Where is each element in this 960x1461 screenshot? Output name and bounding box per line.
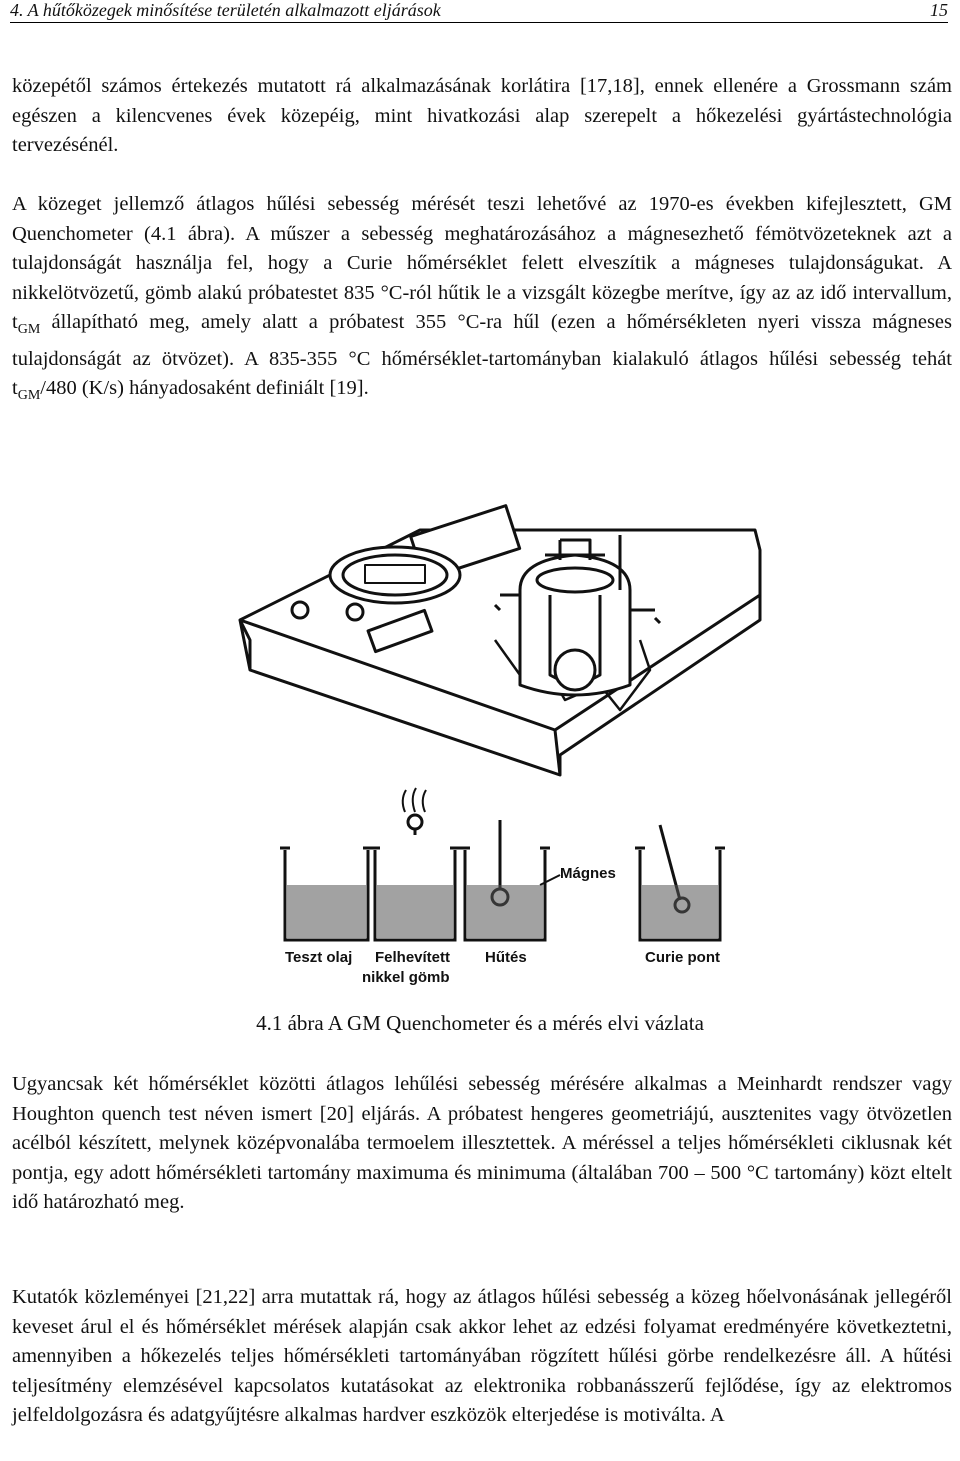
paragraph-4: Kutatók közleményei [21,22] arra mutattak rá, hogy az átlagos hűlési sebesség a közeg hőelvonásának jellegéről keveset árul el és hőmérséklet mérések alapján csak akkor lehet az edzési folyamat eredményére következtetni, amennyiben a hőkezelés teljes hőmérsékleti tartományában rögzített hűlési görbe rendelkezésre áll. A hűtési teljesítmény elemzésével kapcsolatos kutatásokat az elektronika robbanásszerű fejlődése, így az elektromos jelfeldolgozásra és adatgyűjtésre alkalmas hardver eszközök elterjedése is motiválta. A bbox=[12, 1286, 952, 1426]
paragraph-2-text-c: /480 (K/s) hányadosaként definiált [19]. bbox=[40, 377, 369, 400]
label-hutes: Hűtés bbox=[485, 949, 527, 966]
page-header bbox=[10, 0, 948, 23]
figure-caption: 4.1 ábra A GM Quenchometer és a mérés elvi vázlata bbox=[256, 1011, 704, 1035]
label-felhevitett: Felhevített bbox=[375, 949, 451, 966]
page-number: 15 bbox=[930, 0, 948, 20]
chapter-title: 4. A hűtőközegek minősítése területén alkalmazott eljárások bbox=[10, 0, 441, 20]
figure-quenchometer bbox=[0, 500, 960, 1000]
subscript-gm: GM bbox=[17, 322, 41, 338]
label-curie-pont: Curie pont bbox=[645, 949, 720, 966]
subscript-gm: GM bbox=[17, 388, 41, 404]
paragraph-1: közepétől számos értekezés mutatott rá alkalmazásának korlátira [17,18], ennek ellenére a Grossmann szám egészen a kilencvenes évek közepéig, mint hivatkozási alap szerepelt a hőkezelési gyártástechnológia tervezésénél. bbox=[12, 75, 952, 156]
label-nikkel-gomb: nikkel gömb bbox=[362, 969, 450, 986]
paragraph-2-text-a: A közeget jellemző átlagos hűlési sebesség mérését teszi lehetővé az 1970-es években kifejlesztett, GM Quenchometer (4.1 ábra). A műszer a sebesség meghatározásához a mágnesezhető fémötvözeteknek azt a tulajdonságát használja fel, hogy a Curie hőmérséklet felett elveszítik a mágneses tulajdonságukat. A nikkelötvözetű, gömb alakú próbatestet 835 °C-ról hűtik le a vizsgált közegbe merítve, így az az idő intervallum, t bbox=[12, 193, 952, 333]
paragraph-3: Ugyancsak két hőmérséklet közötti átlagos lehűlési sebesség mérésére alkalmas a Meinhardt rendszer vagy Houghton quench test néven ismert [20] eljárás. A próbatest hengeres geometriájú, ausztenites vagy ötvözetlen acélból készített, melynek középvonalába termoelem illesztettek. A méréssel a teljes hőmérsékleti ciklusnak két pontja, egy adott hőmérsékleti tartomány maximuma és minimuma (általában 700 – 500 °C tartomány) közt eltelt idő határozható meg. bbox=[12, 1073, 952, 1213]
paragraph-2-text-b: állapítható meg, amely alatt a próbatest 355 °C-ra hűl (ezen a hőmérsékleten nyeri vissza mágneses tulajdonságát az ötvözet). A 835-355 °C hőmérséklet-tartományban kialakuló átlagos hűlési sebesség tehát t bbox=[12, 311, 952, 400]
paragraph-2 bbox=[12, 190, 952, 411]
label-teszt-olaj: Teszt olaj bbox=[285, 949, 353, 966]
quenchometer-illustration bbox=[0, 500, 960, 1000]
label-magnes: Mágnes bbox=[560, 865, 616, 882]
